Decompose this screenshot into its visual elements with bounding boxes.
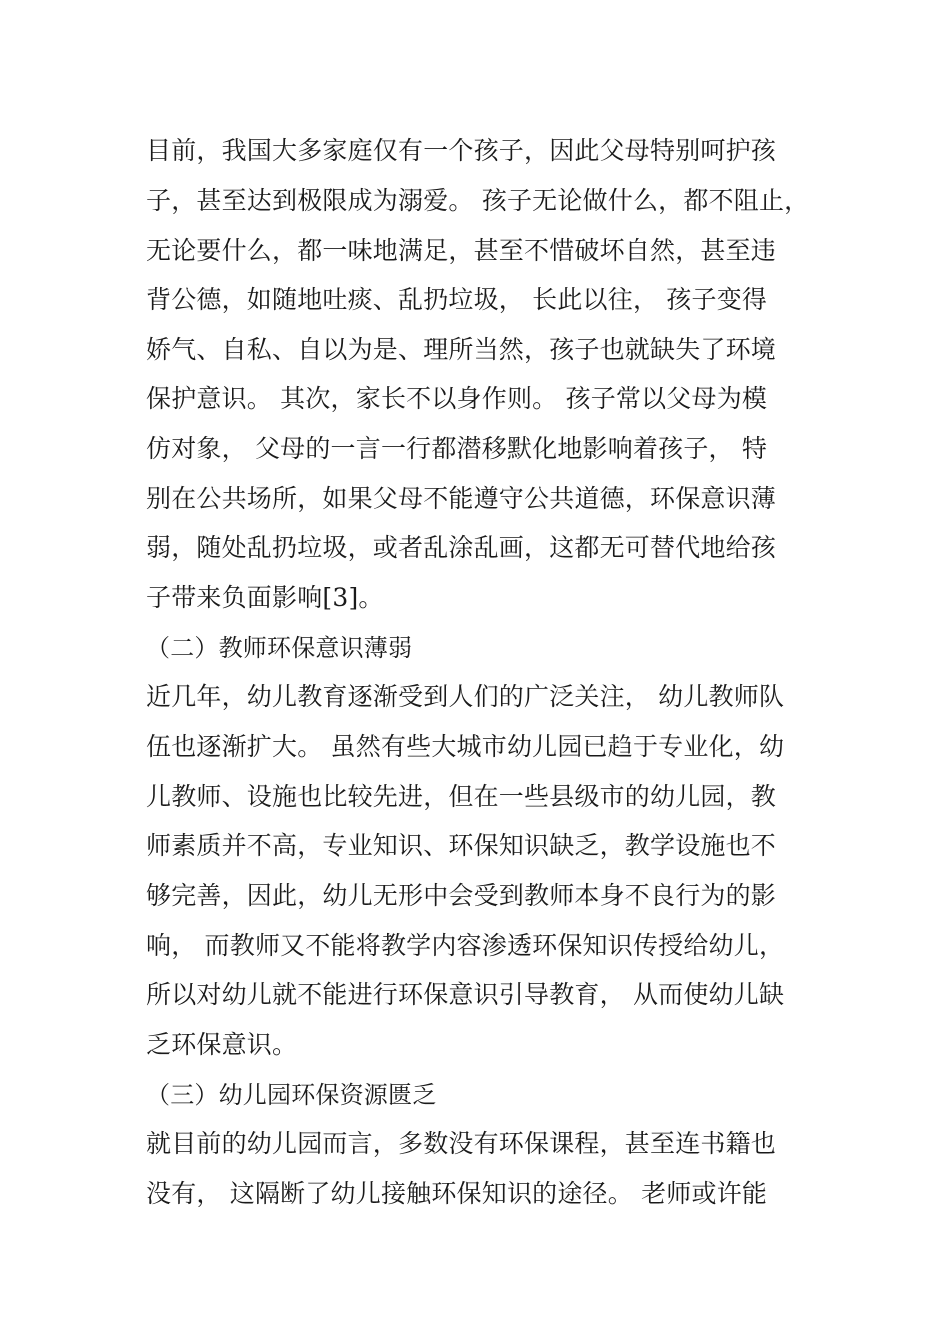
paragraph-line: 响， 而教师又不能将教学内容渗透环保知识传授给幼儿，	[146, 931, 785, 960]
paragraph-line: 伍也逐渐扩大。 虽然有些大城市幼儿园已趋于专业化，幼	[146, 732, 785, 761]
paragraph-line: 儿教师、设施也比较先进，但在一些县级市的幼儿园，教	[146, 782, 777, 811]
paragraph-line: 目前，我国大多家庭仅有一个孩子，因此父母特别呵护孩	[146, 136, 777, 165]
paragraph-line: 仿对象， 父母的一言一行都潜移默化地影响着孩子， 特	[146, 434, 768, 463]
paragraph-line: 子，甚至达到极限成为溺爱。 孩子无论做什么，都不阻止，	[146, 186, 810, 215]
paragraph-line: 子带来负面影响[3]。	[146, 583, 384, 612]
paragraph-line: 就目前的幼儿园而言，多数没有环保课程，甚至连书籍也	[146, 1129, 777, 1158]
paragraph-line: 师素质并不高，专业知识、环保知识缺乏，教学设施也不	[146, 831, 777, 860]
section-heading: （三）幼儿园环保资源匮乏	[146, 1081, 437, 1109]
paragraph-line: 无论要什么，都一味地满足，甚至不惜破坏自然，甚至违	[146, 236, 777, 265]
section-heading: （二）教师环保意识薄弱	[146, 634, 413, 662]
paragraph-line: 没有， 这隔断了幼儿接触环保知识的途径。 老师或许能	[146, 1179, 768, 1208]
paragraph-line: 背公德，如随地吐痰、乱扔垃圾， 长此以往， 孩子变得	[146, 285, 768, 314]
paragraph-line: 近几年，幼儿教育逐渐受到人们的广泛关注， 幼儿教师队	[146, 682, 785, 711]
paragraph-line: 够完善，因此，幼儿无形中会受到教师本身不良行为的影	[146, 881, 777, 910]
paragraph-line: 娇气、自私、自以为是、理所当然，孩子也就缺失了环境	[146, 335, 777, 364]
paragraph-line: 乏环保意识。	[146, 1030, 298, 1059]
paragraph-line: 保护意识。 其次，家长不以身作则。 孩子常以父母为模	[146, 384, 768, 413]
paragraph-line: 弱，随处乱扔垃圾，或者乱涂乱画，这都无可替代地给孩	[146, 533, 777, 562]
paragraph-line: 别在公共场所，如果父母不能遵守公共道德，环保意识薄	[146, 484, 777, 513]
paragraph-line: 所以对幼儿就不能进行环保意识引导教育， 从而使幼儿缺	[146, 980, 785, 1009]
